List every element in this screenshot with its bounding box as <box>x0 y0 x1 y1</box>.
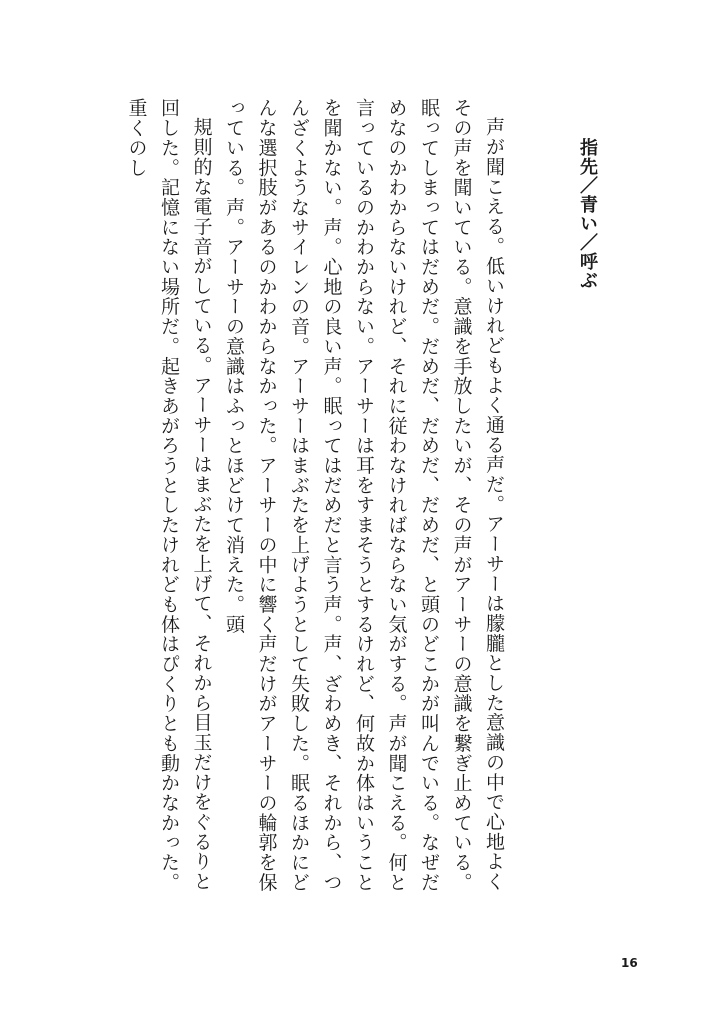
body-text <box>112 98 510 898</box>
paragraph: 規則的な電子音がしている。アーサーはまぶたを上げて、それから目玉だけをぐるりと回した。記憶にない場所だ。起きあがろうとしたけれども体はぴくりとも動かなかった。重くのし <box>125 98 213 892</box>
chapter-title: 指先／青い／呼ぶ <box>577 138 598 290</box>
paragraph: 声が聞こえる。低いけれどもよく通る声だ。アーサーは朦朧とした意識の中で心地よくその声を聞いている。意識を手放したいが、その声がアーサーの意識を繋ぎ止めている。眠ってしまってはだめだ。だめだ、だめだ、だめだ、と頭のどこかが叫んでいる。なぜだめなのかわからないけれど、それに従わなければならない気がする。声が聞こえる。何と言っているのかわからない。アーサーは耳をすまそうとするけれど、何故か体はいうことを聞かない。声。心地の良い声。眠ってはだめだと言う声。声、ざわめき、それから、つんざくようなサイレンの音。アーサーはまぶたを上げようとして失敗した。眠るほかにどんな選択肢があるのかわからなかった。アーサーの中に響く声だけがアーサーの輪郭を保っている。声。アーサーの意識はふっとほどけて消えた。頭 <box>223 98 505 892</box>
page-number: 16 <box>621 956 638 970</box>
